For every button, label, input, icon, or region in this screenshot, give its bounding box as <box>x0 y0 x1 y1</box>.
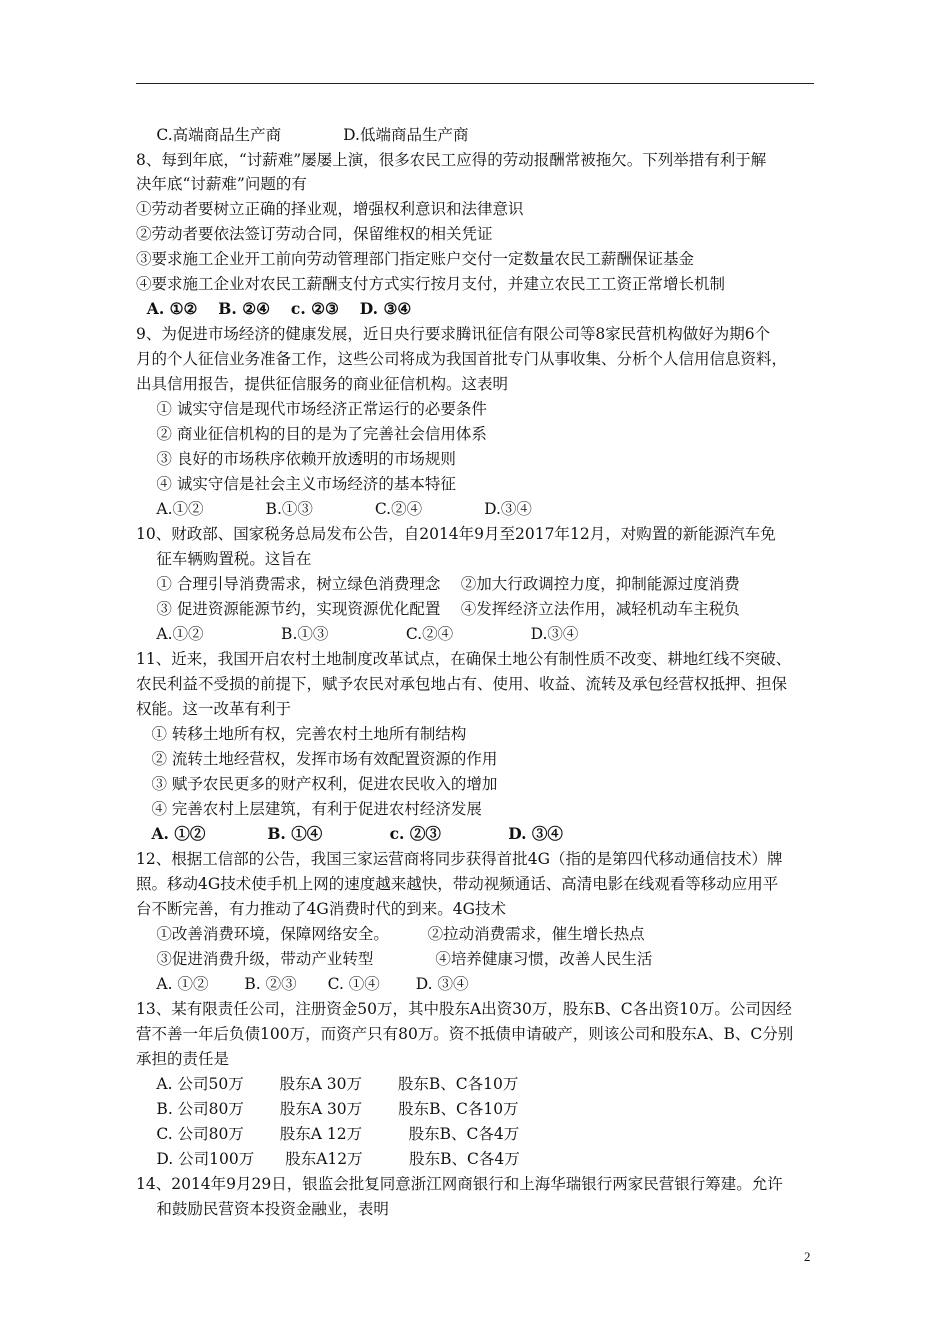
text-line: 营不善一年后负债100万，而资产只有80万。资不抵债申请破产，则该公司和股东A、B、C分别 <box>136 1025 794 1043</box>
text-line: A. 公司50万 股东A 30万 股东B、C各10万 <box>136 1075 519 1093</box>
text-line: ①改善消费环境，保障网络安全。 ②拉动消费需求，催生增长热点 <box>136 925 645 943</box>
text-line: 和鼓励民营资本投资金融业，表明 <box>136 1200 389 1218</box>
text-line: ④ 完善农村上层建筑，有利于促进农村经济发展 <box>136 800 482 818</box>
text-line: 14、2014年9月29日，银监会批复同意浙江网商银行和上海华瑞银行两家民营银行筹建。允许 <box>136 1175 783 1193</box>
header-rule <box>136 83 814 84</box>
text-line: A.①② B.①③ C.②④ D.③④ <box>136 625 579 643</box>
text-line: 11、近来，我国开启农村土地制度改革试点，在确保土地公有制性质不改变、耕地红线不突破、 <box>136 650 792 668</box>
text-line: 照。移动4G技术使手机上网的速度越来越快，带动视频通话、高清电影在线观看等移动应用平 <box>136 875 779 893</box>
text-line: ①劳动者要树立正确的择业观，增强权利意识和法律意识 <box>136 200 524 218</box>
text-line: 农民利益不受损的前提下，赋予农民对承包地占有、使用、收益、流转及承包经营权抵押、担保 <box>136 675 788 693</box>
text-line: ④ 诚实守信是社会主义市场经济的基本特征 <box>136 475 456 493</box>
text-line: ③ 赋予农民更多的财产权利，促进农民收入的增加 <box>136 775 498 793</box>
text-line: ① 合理引导消费需求，树立绿色消费理念 ②加大行政调控力度，抑制能源过度消费 <box>136 575 740 593</box>
text-line: B. 公司80万 股东A 30万 股东B、C各10万 <box>136 1100 519 1118</box>
text-line: 10、财政部、国家税务总局发布公告，自2014年9月至2017年12月，对购置的新能源汽车免 <box>136 525 776 543</box>
text-line: A. ①② B. ②③ C. ①④ D. ③④ <box>136 975 469 993</box>
text-line: 9、为促进市场经济的健康发展，近日央行要求腾讯征信有限公司等8家民营机构做好为期6个 <box>136 325 771 343</box>
text-line: ① 诚实守信是现代市场经济正常运行的必要条件 <box>136 400 487 418</box>
text-line: C.高端商品生产商 D.低端商品生产商 <box>136 126 469 144</box>
text-line: A. ①② B. ②④ c. ②③ D. ③④ <box>136 299 412 318</box>
text-line: ② 流转土地经营权，发挥市场有效配置资源的作用 <box>136 750 498 768</box>
text-line: 13、某有限责任公司，注册资金50万，其中股东A出资30万，股东B、C各出资10万。公司因经 <box>136 1000 792 1018</box>
text-line: ② 商业征信机构的目的是为了完善社会信用体系 <box>136 425 487 443</box>
text-line: 权能。这一改革有利于 <box>136 700 292 718</box>
text-line: ③ 良好的市场秩序依赖开放透明的市场规则 <box>136 450 456 468</box>
text-line: 台不断完善，有力推动了4G消费时代的到来。4G技术 <box>136 900 506 918</box>
text-line: ④要求施工企业对农民工薪酬支付方式实行按月支付，并建立农民工工资正常增长机制 <box>136 275 726 293</box>
text-line: 承担的责任是 <box>136 1050 230 1068</box>
text-line: A.①② B.①③ C.②④ D.③④ <box>136 500 532 518</box>
text-line: C. 公司80万 股东A 12万 股东B、C各4万 <box>136 1125 520 1143</box>
page-number: 2 <box>804 1249 811 1264</box>
text-line: ③促进消费升级，带动产业转型 ④培养健康习惯，改善人民生活 <box>136 950 653 968</box>
text-line: 8、每到年底，“讨薪难”屡屡上演，很多农民工应得的劳动报酬常被拖欠。下列举措有利于解 <box>136 151 767 169</box>
text-line: ③ 促进资源能源节约，实现资源优化配置 ④发挥经济立法作用，减轻机动车主税负 <box>136 600 740 618</box>
text-line: 12、根据工信部的公告，我国三家运营商将同步获得首批4G（指的是第四代移动通信技术）牌 <box>136 850 783 868</box>
text-line: ① 转移土地所有权，完善农村土地所有制结构 <box>136 725 467 743</box>
text-line: 征车辆购置税。这旨在 <box>136 550 312 568</box>
text-line: A. ①② B. ①④ c. ②③ D. ③④ <box>136 824 563 843</box>
text-line: 出具信用报告，提供征信服务的商业征信机构。这表明 <box>136 375 509 393</box>
text-line: 决年底“讨薪难”问题的有 <box>136 175 307 193</box>
text-line: D. 公司100万 股东A12万 股东B、C各4万 <box>136 1150 520 1168</box>
text-line: 月的个人征信业务准备工作，这些公司将成为我国首批专门从事收集、分析个人信用信息资料， <box>136 350 788 368</box>
text-line: ③要求施工企业开工前向劳动管理部门指定账户交付一定数量农民工薪酬保证基金 <box>136 250 695 268</box>
text-line: ②劳动者要依法签订劳动合同，保留维权的相关凭证 <box>136 225 493 243</box>
